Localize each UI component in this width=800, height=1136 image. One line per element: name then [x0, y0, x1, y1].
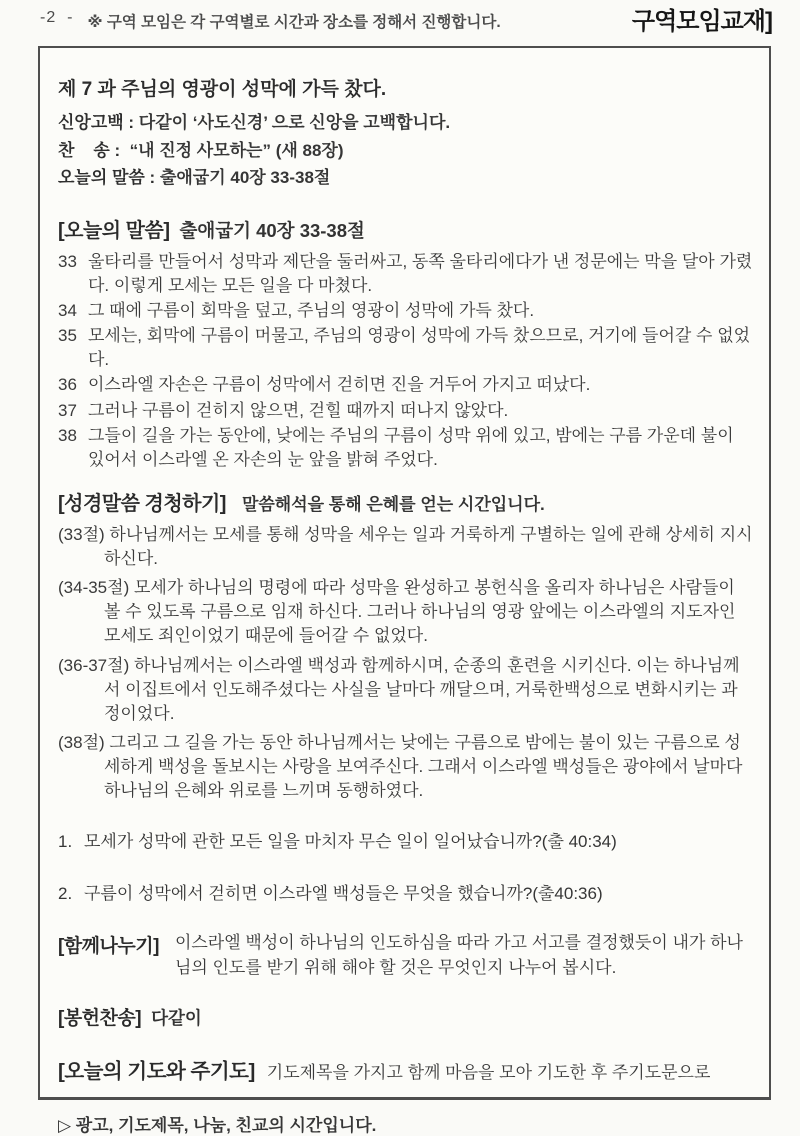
- note-ref: (36-37절): [58, 655, 130, 675]
- todays-scripture-line: [58, 166, 754, 190]
- todays-scripture-text: 출애굽기 40장 33-38절: [159, 167, 331, 187]
- page-number: -2 -: [40, 9, 74, 26]
- verse-row: [58, 399, 754, 423]
- sharing-section: [58, 931, 754, 980]
- listening-section: [58, 487, 754, 803]
- verse-number: 33: [58, 251, 77, 271]
- verse-row: [58, 299, 754, 323]
- todays-word-reference: 출애굽기 40장 33-38절: [179, 219, 365, 241]
- todays-word-header-row: [58, 214, 754, 243]
- note-ref: (34-35절): [58, 578, 130, 598]
- header-note: ※ 구역 모임은 각 구역별로 시간과 장소를 정해서 진행합니다.: [87, 14, 501, 31]
- commentary-notes: [58, 523, 754, 803]
- commentary-note: [58, 523, 754, 571]
- commentary-note: [58, 731, 754, 803]
- listening-header-row: [58, 487, 754, 516]
- verse-list: [58, 250, 754, 472]
- closing-note: ▷ 광고, 기도제목, 나눔, 친교의 시간입니다.: [58, 1115, 377, 1135]
- faith-confession-line: [58, 111, 754, 135]
- verse-number: 38: [58, 425, 77, 445]
- lesson-title: 제 7 과 주님의 영광이 성막에 가득 찼다.: [58, 79, 387, 101]
- verse-row: [58, 424, 754, 472]
- sharing-header: [함께나누기]: [58, 936, 159, 958]
- verse-number: 34: [58, 301, 77, 321]
- page-header: [0, 0, 800, 35]
- todays-scripture-label: 오늘의 말씀 :: [58, 167, 160, 187]
- verse-row: [58, 250, 754, 298]
- question-list: [58, 827, 754, 904]
- content-box: [38, 46, 771, 1135]
- verse-row: [58, 373, 754, 397]
- question-text: 구름이 성막에서 걷히면 이스라엘 백성들은 무엇을 했습니까?(출40:36): [84, 884, 603, 904]
- verse-number: 37: [58, 400, 77, 420]
- verse-text: 울타리를 만들어서 성막과 제단을 둘러싸고, 동쪽 울타리에다가 낸 정문에는 막을 달아 가렸다. 이렇게 모세는 모든 일을 다 마쳤다.: [88, 251, 753, 295]
- verse-text: 그들이 길을 가는 동안에, 낮에는 주님의 구름이 성막 위에 있고, 밤에는 구름 가운데 불이 있어서 이스라엘 온 자손의 눈 앞을 밝혀 주었다.: [88, 425, 734, 469]
- question-item: [58, 879, 754, 904]
- commentary-note: [58, 654, 754, 726]
- lesson-intro: [58, 111, 754, 189]
- verse-text: 그 때에 구름이 회막을 덮고, 주님의 영광이 성막에 가득 찼다.: [88, 301, 535, 321]
- todays-word-section: [58, 214, 754, 472]
- note-ref: (38절): [58, 732, 105, 752]
- listening-subtitle: 말씀해석을 통해 은혜를 얻는 시간입니다.: [241, 494, 545, 514]
- listening-header: [성경말씀 경청하기]: [58, 492, 226, 515]
- question-number: 1.: [58, 832, 73, 852]
- offering-section: [58, 1003, 754, 1030]
- note-ref: (33절): [58, 524, 105, 544]
- hymn-text: “내 진정 사모하는” (새 88장): [129, 140, 344, 160]
- commentary-note: [58, 576, 754, 648]
- verse-text: 그러나 구름이 걷히지 않으면, 걷힐 때까지 떠나지 않았다.: [88, 400, 509, 420]
- prayer-header: [오늘의 기도와 주기도]: [58, 1059, 255, 1083]
- offering-header: [봉헌찬송]: [58, 1007, 142, 1029]
- sharing-text: 이스라엘 백성이 하나님의 인도하심을 따라 가고 서고를 결정했듯이 내가 하나님의 인도를 받기 위해 해야 할 것은 무엇인지 나누어 봅시다.: [174, 933, 743, 977]
- booklet-title: 구역모임교재]: [631, 8, 772, 35]
- offering-text: 다같이: [151, 1007, 202, 1028]
- prayer-text: 기도제목을 가지고 함께 마음을 모아 기도한 후 주기도문으로: [266, 1062, 711, 1082]
- faith-confession-text: 다같이 ‘사도신경’ 으로 신앙을 고백합니다.: [138, 113, 451, 133]
- todays-word-header: [오늘의 말씀]: [58, 219, 170, 242]
- question-item: [58, 827, 754, 852]
- note-text: 하나님께서는 이스라엘 백성과 함께하시며, 순종의 훈련을 시키신다. 이는 하나님께서 이집트에서 인도해주셨다는 사실을 날마다 깨달으며, 거룩한백성으로 변화시키는 과정이었다.: [104, 655, 740, 723]
- faith-confession-label: 신앙고백 :: [58, 113, 139, 133]
- verse-text: 이스라엘 자손은 구름이 성막에서 걷히면 진을 거두어 가지고 떠났다.: [88, 375, 591, 395]
- hymn-line: [58, 139, 754, 163]
- note-text: 모세가 하나님의 명령에 따라 성막을 완성하고 봉헌식을 올리자 하나님은 사람들이 볼 수 있도록 구름으로 임재 하신다. 그러나 하나님의 영광 앞에는 이스라엘의 지도자인 모세도 죄인이었기 때문에 들어갈 수 없었다.: [104, 578, 736, 646]
- verse-text: 모세는, 회막에 구름이 머물고, 주님의 영광이 성막에 가득 찼으므로, 거기에 들어갈 수 없었다.: [88, 326, 751, 370]
- verse-number: 36: [58, 375, 77, 395]
- hymn-label: 찬 송 :: [58, 140, 130, 160]
- verse-number: 35: [58, 326, 77, 346]
- question-text: 모세가 성막에 관한 모든 일을 마치자 무슨 일이 일어났습니까?(출 40:34): [84, 832, 617, 852]
- note-text: 그리고 그 길을 가는 동안 하나님께서는 낮에는 구름으로 밤에는 불이 있는 구름으로 성세하게 백성을 돌보시는 사랑을 보여주신다. 그래서 이스라엘 백성들은 광야에서 날마다 하나님의 은혜와 위로를 느끼며 동행하였다.: [104, 732, 743, 801]
- verse-row: [58, 324, 754, 372]
- prayer-section: [58, 1054, 754, 1084]
- question-number: 2.: [58, 884, 73, 904]
- note-text: 하나님께서는 모세를 통해 성막을 세우는 일과 거룩하게 구별하는 일에 관해 상세히 지시하신다.: [104, 524, 753, 569]
